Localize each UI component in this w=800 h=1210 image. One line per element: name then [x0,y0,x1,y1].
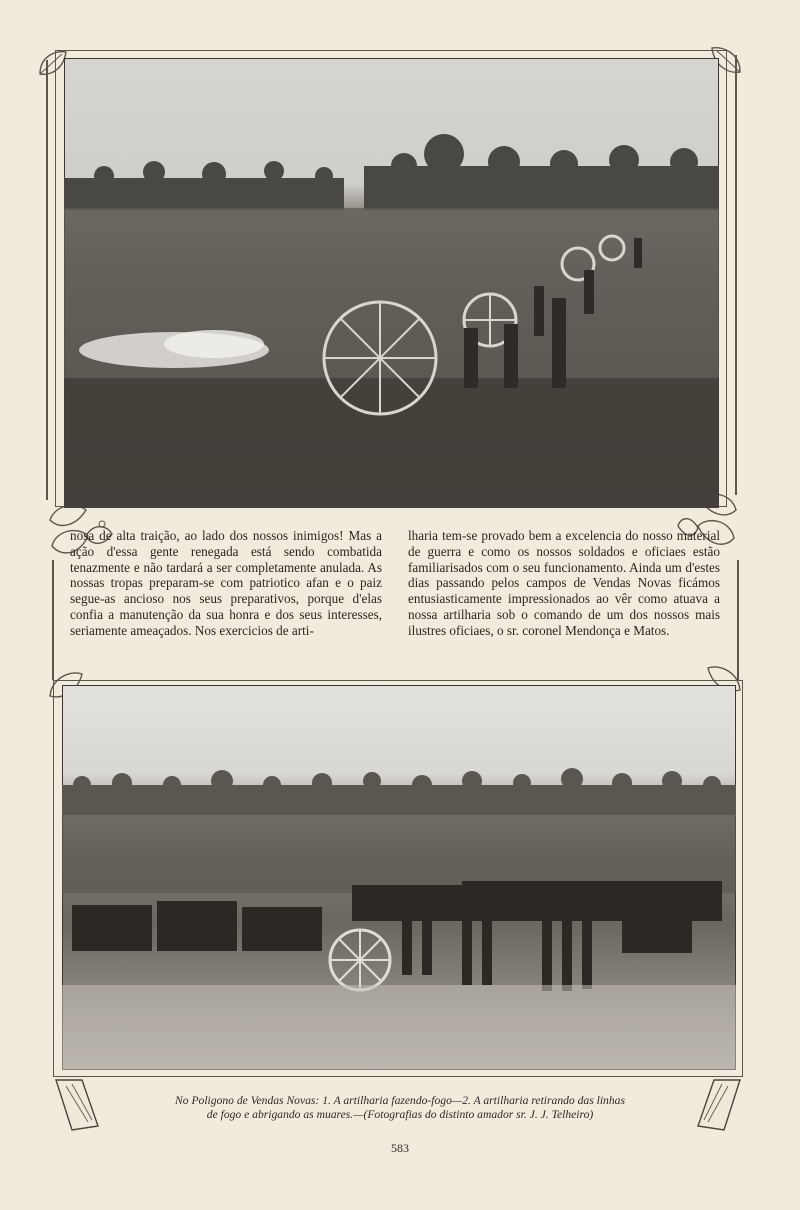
article-column-right [408,528,720,653]
photo-caption [100,1094,700,1121]
page-number: 583 [391,1141,409,1155]
scroll-ornament-bottom-left [52,1076,102,1134]
photo-artillery-firing [64,58,719,508]
caption-line-1: No Poligono de Vendas Novas: 1. A artilharia fazendo-fogo—2. A artilharia retirando das linhas [175,1094,625,1107]
article-paragraph-right: lharia tem-se provado bem a excelencia do nosso material de guerra e como os nossos soldados e oficiaes estão familiarisados com o seu funcionamento. Ainda um d'estes dias passando pelos campos de Vendas Novas ficámos entusiasticamente impressionados ao vêr como atuava a nossa artilharia sob o comando de um dos nossos mais ilustres oficiaes, o sr. coronel Mendonça e Matos. [408,528,720,638]
left-vine-ornament [46,60,48,500]
article-column-left [70,528,382,653]
article-paragraph-left: nosa de alta traição, ao lado dos nossos inimigos! Mas a ação d'essa gente renegada está sendo combatida tenazmente e não tardará a ser completamente anulada. As nossas tropas preparam-se com patriotico afan e o paiz segue-as ancioso nos seus preparativos, porque d'elas confia a manutenção da sua honra e dos seus interesses, seriamente ameaçados. Nos exercicios de arti- [70,528,382,638]
artillery-firing-scene [64,58,719,508]
artillery-withdrawing-scene [62,685,736,1070]
right-vine-ornament [735,55,737,495]
article-body [70,528,720,653]
photo-artillery-withdrawing [62,685,736,1070]
scroll-ornament-bottom-right [692,1076,746,1134]
caption-line-2: de fogo e abrigando as muares.—(Fotografias do distinto amador sr. J. J. Telheiro) [206,1107,594,1121]
